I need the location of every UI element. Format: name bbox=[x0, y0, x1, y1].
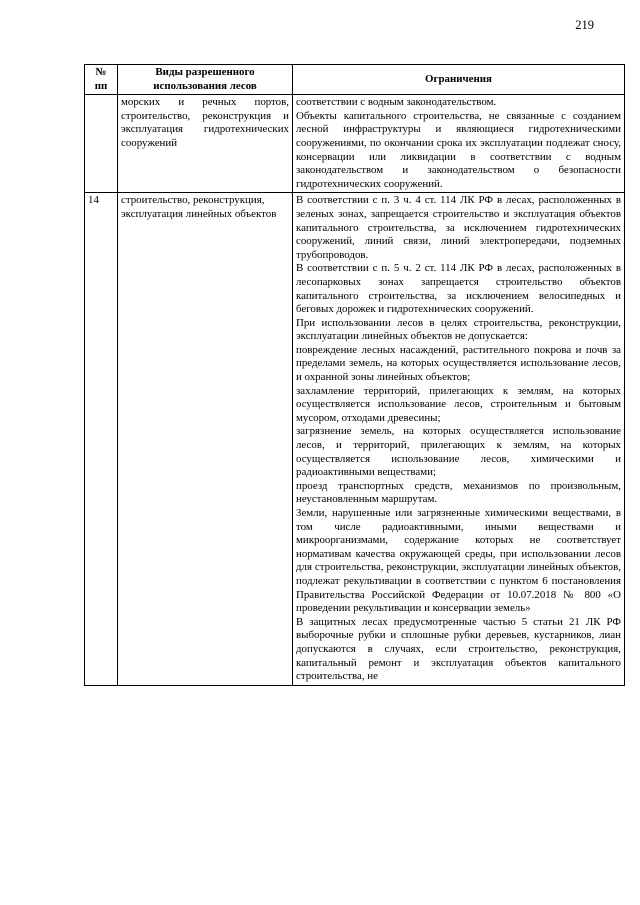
limit-paragraph: В защитных лесах предусмотренные частью 5 статьи 21 ЛК РФ выборочные рубки и сплошные рубки деревьев, кустарников, лиан допускаются в случаях, если строительство, реконструкция, капитальный ремонт и эксплуатация объектов капитального строительства, не bbox=[296, 615, 621, 683]
table-header-row bbox=[85, 65, 625, 95]
row-number: 14 bbox=[85, 193, 118, 685]
limit-paragraph: повреждение лесных насаждений, растительного покрова и почв за пределами земель, на которых осуществляется использование лесов, и охранной зоны линейных объектов; bbox=[296, 343, 621, 384]
row-limits bbox=[293, 193, 625, 685]
header-number: № пп bbox=[85, 65, 118, 95]
limit-paragraph: В соответствии с п. 3 ч. 4 ст. 114 ЛК РФ в лесах, расположенных в зеленых зонах, запрещается строительство и эксплуатация объектов капитального строительства, за исключением гидротехнических сооружений, линий связи, линий электропередачи, подземных трубопроводов. bbox=[296, 194, 621, 261]
row-number bbox=[85, 95, 118, 193]
limit-paragraph: соответствии с водным законодательством. bbox=[296, 96, 497, 109]
limit-paragraph: захламление территорий, прилегающих к землям, на которых осуществляется использование лесов, строительным и бытовым мусором, отходами древесины; bbox=[296, 384, 621, 424]
header-kind: Виды разрешенного использования лесов bbox=[118, 65, 293, 95]
limit-paragraph: проезд транспортных средств, механизмов по произвольным, неустановленным маршрутам. bbox=[296, 479, 621, 506]
restrictions-table bbox=[84, 64, 625, 686]
limit-paragraph: В соответствии с п. 5 ч. 2 ст. 114 ЛК РФ в лесах, расположенных в лесопарковых зонах запрещается строительство объектов капитального строительства, за исключением велосипедных и беговых дорожек и гидротехнических сооружений. bbox=[296, 262, 621, 316]
limit-paragraph: загрязнение земель, на которых осуществляется использование лесов, и территорий, прилегающих к землям, на которых осуществляется использование лесов, химическими и радиоактивными веществами; bbox=[296, 425, 621, 479]
table-row bbox=[85, 95, 625, 193]
limit-paragraph: При использовании лесов в целях строительства, реконструкции, эксплуатации линейных объектов не допускается: bbox=[296, 316, 621, 343]
limit-paragraph: Земли, нарушенные или загрязненные химическими веществами, в том числе радиоактивными, иными веществами и микроорганизмами, содержание которых не соответствует нормативам качества окружающей среды, при использовании лесов для строительства, реконструкции, эксплуатации линейных объектов, подлежат рекультивации в соответствии с пунктом 6 постановления Правительства Российской Федерации от 10.07.2018 № 800 «О проведении рекультивации и консервации земель» bbox=[296, 507, 621, 615]
table-row bbox=[85, 193, 625, 685]
limit-paragraph: Объекты капитального строительства, не связанные с созданием лесной инфраструктуры и являющиеся гидротехническими сооружениями, по окончании срока их эксплуатации подлежат сносу, консервации или ликвидации в соответствии с водным законодательством и законодательством о безопасности гидротехнических сооружений. bbox=[296, 109, 621, 190]
header-limits: Ограничения bbox=[293, 65, 625, 95]
row-kind: строительство, реконструкция, эксплуатация линейных объектов bbox=[118, 193, 293, 685]
row-kind: морских и речных портов, строительство, реконструкция и эксплуатация гидротехнических сооружений bbox=[118, 95, 293, 193]
page-number: 219 bbox=[575, 18, 594, 32]
row-limits bbox=[293, 95, 625, 193]
